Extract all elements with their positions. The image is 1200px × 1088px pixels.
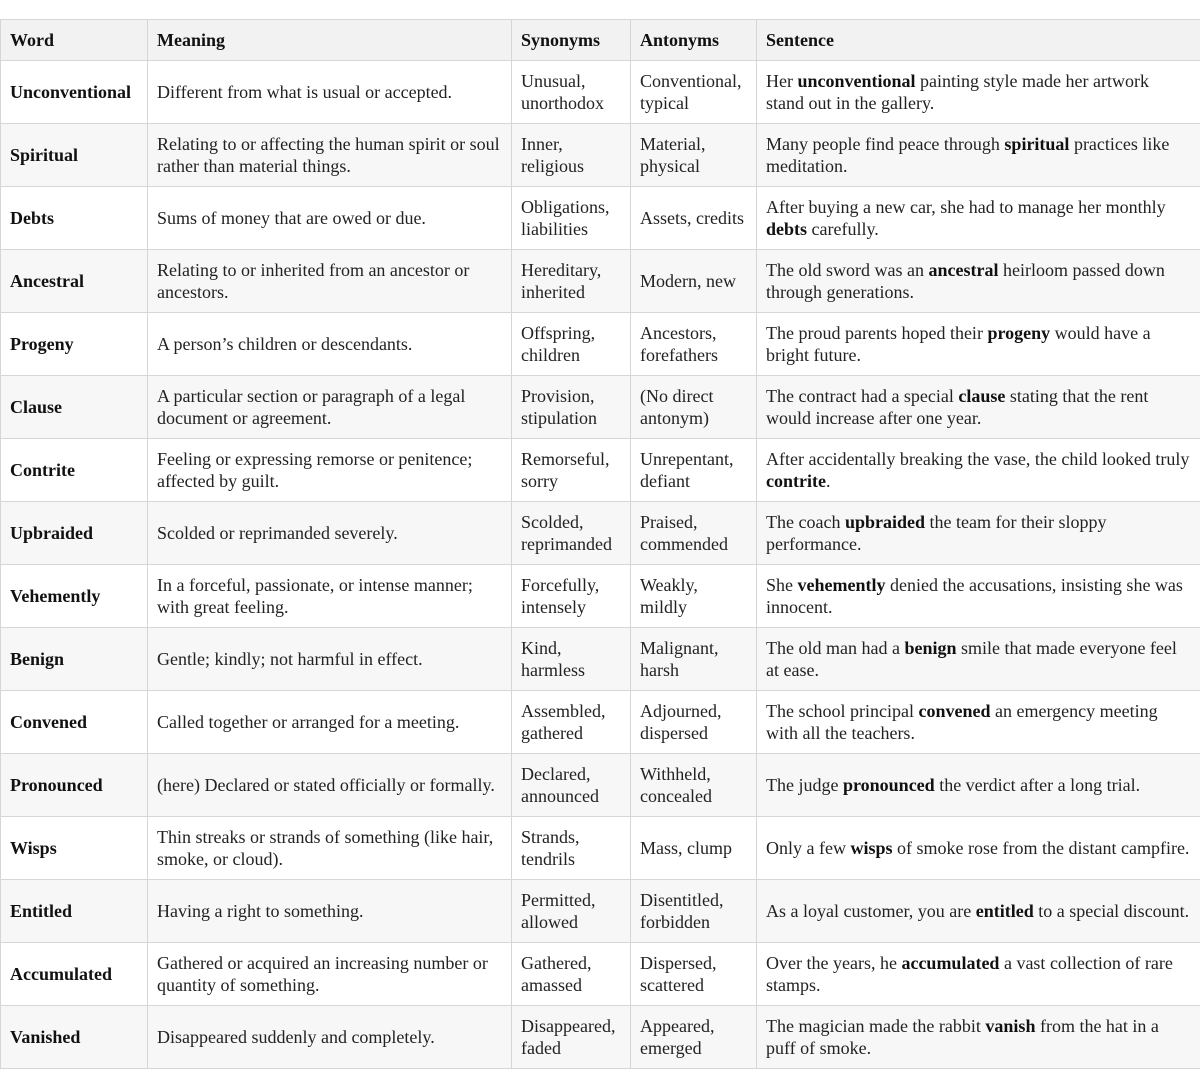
- cell-word: Wisps: [1, 817, 148, 880]
- table-row: [1, 880, 1200, 943]
- cell-sentence: [757, 754, 1200, 817]
- sentence-text-before: Over the years, he: [766, 953, 902, 973]
- sentence-text-before: The proud parents hoped their: [766, 323, 988, 343]
- cell-synonyms: Obligations, liabilities: [512, 187, 631, 250]
- cell-synonyms: Gathered, amassed: [512, 943, 631, 1006]
- cell-antonyms: Disentitled, forbidden: [631, 880, 757, 943]
- cell-word: Vanished: [1, 1006, 148, 1069]
- table-header-row: [1, 20, 1200, 61]
- cell-word: Progeny: [1, 313, 148, 376]
- table-row: [1, 439, 1200, 502]
- cell-synonyms: Disappeared, faded: [512, 1006, 631, 1069]
- cell-sentence: [757, 124, 1200, 187]
- cell-antonyms: Appeared, emerged: [631, 1006, 757, 1069]
- cell-antonyms: Adjourned, dispersed: [631, 691, 757, 754]
- cell-meaning: Having a right to something.: [148, 880, 512, 943]
- sentence-highlighted-word: unconventional: [797, 71, 916, 91]
- sentence-highlighted-word: convened: [918, 701, 991, 721]
- cell-synonyms: Offspring, children: [512, 313, 631, 376]
- cell-sentence: [757, 250, 1200, 313]
- sentence-text-before: The old sword was an: [766, 260, 929, 280]
- table-row: [1, 691, 1200, 754]
- column-header-sentence: Sentence: [757, 20, 1200, 61]
- table-row: [1, 124, 1200, 187]
- cell-meaning: Different from what is usual or accepted.: [148, 61, 512, 124]
- sentence-text-after: painting style made her artwork stand out in the gallery.: [766, 71, 1149, 113]
- sentence-highlighted-word: spiritual: [1004, 134, 1070, 154]
- table-row: [1, 313, 1200, 376]
- cell-word: Vehemently: [1, 565, 148, 628]
- column-header-word: Word: [1, 20, 148, 61]
- sentence-highlighted-word: progeny: [987, 323, 1051, 343]
- cell-sentence: [757, 943, 1200, 1006]
- cell-antonyms: Unrepentant, defiant: [631, 439, 757, 502]
- sentence-text-after: from the hat in a puff of smoke.: [766, 1016, 1159, 1058]
- cell-meaning: Feeling or expressing remorse or penitence; affected by guilt.: [148, 439, 512, 502]
- cell-antonyms: Conventional, typical: [631, 61, 757, 124]
- table-row: [1, 628, 1200, 691]
- sentence-highlighted-word: debts: [766, 219, 808, 239]
- cell-sentence: [757, 565, 1200, 628]
- cell-synonyms: Strands, tendrils: [512, 817, 631, 880]
- sentence-text-before: She: [766, 575, 798, 595]
- cell-word: Debts: [1, 187, 148, 250]
- sentence-text-after: of smoke rose from the distant campfire.: [892, 838, 1190, 858]
- cell-antonyms: Praised, commended: [631, 502, 757, 565]
- sentence-highlighted-word: contrite: [766, 471, 826, 491]
- table-row: [1, 1006, 1200, 1069]
- column-header-antonyms: Antonyms: [631, 20, 757, 61]
- cell-sentence: [757, 439, 1200, 502]
- vocabulary-table: [0, 19, 1200, 1069]
- sentence-text-before: Only a few: [766, 838, 851, 858]
- column-header-synonyms: Synonyms: [512, 20, 631, 61]
- cell-sentence: [757, 691, 1200, 754]
- cell-sentence: [757, 376, 1200, 439]
- sentence-text-after: carefully.: [807, 219, 879, 239]
- cell-sentence: [757, 187, 1200, 250]
- sentence-highlighted-word: accumulated: [901, 953, 1000, 973]
- cell-synonyms: Assembled, gathered: [512, 691, 631, 754]
- sentence-highlighted-word: vanish: [985, 1016, 1036, 1036]
- cell-meaning: Gentle; kindly; not harmful in effect.: [148, 628, 512, 691]
- cell-meaning: Thin streaks or strands of something (like hair, smoke, or cloud).: [148, 817, 512, 880]
- cell-meaning: Called together or arranged for a meeting.: [148, 691, 512, 754]
- cell-sentence: [757, 61, 1200, 124]
- cell-meaning: Sums of money that are owed or due.: [148, 187, 512, 250]
- sentence-text-before: After buying a new car, she had to manage her monthly: [766, 197, 1166, 217]
- cell-sentence: [757, 817, 1200, 880]
- sentence-text-before: The coach: [766, 512, 845, 532]
- cell-word: Upbraided: [1, 502, 148, 565]
- sentence-text-after: stating that the rent would increase after one year.: [766, 386, 1149, 428]
- sentence-highlighted-word: vehemently: [797, 575, 886, 595]
- sentence-text-before: The contract had a special: [766, 386, 959, 406]
- cell-synonyms: Remorseful, sorry: [512, 439, 631, 502]
- sentence-highlighted-word: wisps: [850, 838, 893, 858]
- sentence-text-after: would have a bright future.: [766, 323, 1151, 365]
- cell-antonyms: Malignant, harsh: [631, 628, 757, 691]
- sentence-text-before: Many people find peace through: [766, 134, 1005, 154]
- table-row: [1, 187, 1200, 250]
- cell-synonyms: Unusual, unorthodox: [512, 61, 631, 124]
- cell-sentence: [757, 313, 1200, 376]
- cell-meaning: Relating to or inherited from an ancestor or ancestors.: [148, 250, 512, 313]
- cell-synonyms: Hereditary, inherited: [512, 250, 631, 313]
- table-row: [1, 61, 1200, 124]
- sentence-text-after: the team for their sloppy performance.: [766, 512, 1107, 554]
- cell-synonyms: Scolded, reprimanded: [512, 502, 631, 565]
- cell-sentence: [757, 502, 1200, 565]
- cell-sentence: [757, 628, 1200, 691]
- vocabulary-table-container: [0, 19, 1200, 1069]
- cell-word: Unconventional: [1, 61, 148, 124]
- cell-word: Convened: [1, 691, 148, 754]
- cell-meaning: A person’s children or descendants.: [148, 313, 512, 376]
- table-row: [1, 376, 1200, 439]
- sentence-highlighted-word: upbraided: [844, 512, 925, 532]
- sentence-highlighted-word: benign: [904, 638, 957, 658]
- cell-sentence: [757, 880, 1200, 943]
- cell-word: Benign: [1, 628, 148, 691]
- sentence-text-before: As a loyal customer, you are: [766, 901, 976, 921]
- cell-word: Pronounced: [1, 754, 148, 817]
- sentence-text-before: The school principal: [766, 701, 919, 721]
- sentence-text-after: an emergency meeting with all the teachers.: [766, 701, 1158, 743]
- cell-word: Ancestral: [1, 250, 148, 313]
- sentence-text-after: to a special discount.: [1033, 901, 1190, 921]
- cell-meaning: Disappeared suddenly and completely.: [148, 1006, 512, 1069]
- cell-antonyms: Dispersed, scattered: [631, 943, 757, 1006]
- cell-synonyms: Forcefully, intensely: [512, 565, 631, 628]
- sentence-highlighted-word: ancestral: [928, 260, 999, 280]
- cell-antonyms: Ancestors, forefathers: [631, 313, 757, 376]
- cell-meaning: Scolded or reprimanded severely.: [148, 502, 512, 565]
- table-row: [1, 565, 1200, 628]
- cell-antonyms: Mass, clump: [631, 817, 757, 880]
- cell-antonyms: Modern, new: [631, 250, 757, 313]
- cell-meaning: (here) Declared or stated officially or formally.: [148, 754, 512, 817]
- cell-meaning: Gathered or acquired an increasing number or quantity of something.: [148, 943, 512, 1006]
- cell-antonyms: (No direct antonym): [631, 376, 757, 439]
- table-row: [1, 502, 1200, 565]
- cell-meaning: Relating to or affecting the human spirit or soul rather than material things.: [148, 124, 512, 187]
- sentence-highlighted-word: entitled: [975, 901, 1034, 921]
- cell-word: Clause: [1, 376, 148, 439]
- cell-meaning: In a forceful, passionate, or intense manner; with great feeling.: [148, 565, 512, 628]
- sentence-text-after: denied the accusations, insisting she was innocent.: [766, 575, 1183, 617]
- cell-synonyms: Declared, announced: [512, 754, 631, 817]
- cell-synonyms: Kind, harmless: [512, 628, 631, 691]
- cell-word: Spiritual: [1, 124, 148, 187]
- sentence-text-before: After accidentally breaking the vase, the child looked truly: [766, 449, 1190, 469]
- table-row: [1, 943, 1200, 1006]
- cell-meaning: A particular section or paragraph of a legal document or agreement.: [148, 376, 512, 439]
- sentence-text-after: a vast collection of rare stamps.: [766, 953, 1173, 995]
- sentence-text-before: The judge: [766, 775, 843, 795]
- table-row: [1, 250, 1200, 313]
- sentence-text-before: Her: [766, 71, 798, 91]
- sentence-text-before: The old man had a: [766, 638, 905, 658]
- sentence-text-after: heirloom passed down through generations.: [766, 260, 1165, 302]
- cell-word: Entitled: [1, 880, 148, 943]
- sentence-text-after: the verdict after a long trial.: [934, 775, 1141, 795]
- column-header-meaning: Meaning: [148, 20, 512, 61]
- sentence-text-after: practices like meditation.: [766, 134, 1170, 176]
- sentence-text-after: .: [825, 471, 831, 491]
- cell-antonyms: Weakly, mildly: [631, 565, 757, 628]
- cell-synonyms: Inner, religious: [512, 124, 631, 187]
- cell-synonyms: Provision, stipulation: [512, 376, 631, 439]
- sentence-text-before: The magician made the rabbit: [766, 1016, 986, 1036]
- cell-antonyms: Assets, credits: [631, 187, 757, 250]
- cell-antonyms: Withheld, concealed: [631, 754, 757, 817]
- table-row: [1, 754, 1200, 817]
- cell-word: Accumulated: [1, 943, 148, 1006]
- cell-word: Contrite: [1, 439, 148, 502]
- sentence-highlighted-word: pronounced: [842, 775, 935, 795]
- cell-antonyms: Material, physical: [631, 124, 757, 187]
- table-row: [1, 817, 1200, 880]
- cell-synonyms: Permitted, allowed: [512, 880, 631, 943]
- sentence-highlighted-word: clause: [958, 386, 1006, 406]
- cell-sentence: [757, 1006, 1200, 1069]
- sentence-text-after: smile that made everyone feel at ease.: [766, 638, 1177, 680]
